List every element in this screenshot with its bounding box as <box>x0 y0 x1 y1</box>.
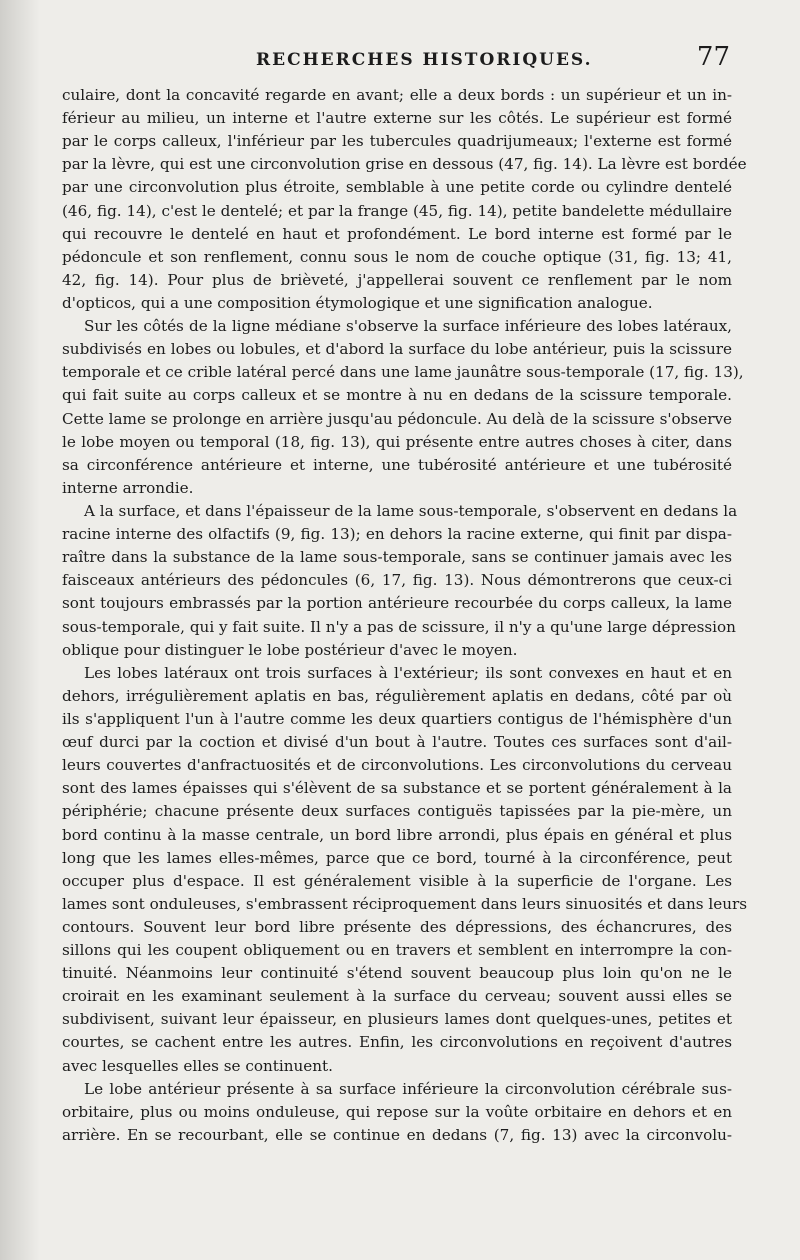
text-line: qui recouvre le dentelé en haut et profondément. Le bord interne est formé par le <box>62 224 732 243</box>
text-line: Le lobe antérieur présente à sa surface inférieure la circonvolution cérébrale sus- <box>84 1079 732 1098</box>
text-line: le lobe moyen ou temporal (18, fig. 13), qui présente entre autres choses à citer, dans <box>62 432 732 451</box>
text-line: croirait en les examinant seulement à la surface du cerveau; souvent aussi elles se <box>62 987 732 1006</box>
text-line: A la surface, et dans l'épaisseur de la lame sous-temporale, s'observent en dedans la <box>84 501 738 520</box>
text-line: avec lesquelles elles se continuent. <box>62 1056 333 1075</box>
text-line: (46, fig. 14), c'est le dentelé; et par la frange (45, fig. 14), petite bandelette médullaire <box>62 201 732 220</box>
text-line: férieur au milieu, un interne et l'autre externe sur les côtés. Le supérieur est formé <box>62 109 732 128</box>
text-line: œuf durci par la coction et divisé d'un bout à l'autre. Toutes ces surfaces sont d'ail- <box>62 733 732 752</box>
text-line: 42, fig. 14). Pour plus de brièveté, j'appellerai souvent ce renflement par le nom <box>62 270 732 289</box>
text-line: par une circonvolution plus étroite, semblable à une petite corde ou cylindre dentelé <box>62 178 732 197</box>
text-line: Cette lame se prolonge en arrière jusqu'au pédoncule. Au delà de la scissure s'observe <box>62 409 733 428</box>
text-line: temporale et ce crible latéral percé dans une lame jaunâtre sous-temporale (17, fig. 13), <box>62 363 744 382</box>
text-line: arrière. En se recourbant, elle se continue en dedans (7, fig. 13) avec la circonvolu- <box>62 1125 732 1144</box>
text-line: d'opticos, qui a une composition étymologique et une signification analogue. <box>62 293 653 312</box>
running-title: RECHERCHES HISTORIQUES. <box>256 50 593 70</box>
page-number: 77 <box>696 42 730 72</box>
text-line: faisceaux antérieurs des pédoncules (6, 17, fig. 13). Nous démontrerons que ceux-ci <box>62 571 732 590</box>
text-line: long que les lames elles-mêmes, parce que ce bord, tourné à la circonférence, peut <box>62 848 732 867</box>
page-header <box>62 44 730 78</box>
text-line: raître dans la substance de la lame sous-temporale, sans se continuer jamais avec les <box>62 548 732 567</box>
text-line: périphérie; chacune présente deux surfaces contiguës tapissées par la pie-mère, un <box>62 802 732 821</box>
text-line: sont toujours embrassés par la portion antérieure recourbée du corps calleux, la lame <box>62 594 732 613</box>
text-line: Sur les côtés de la ligne médiane s'observe la surface inférieure des lobes latéraux, <box>84 317 732 336</box>
text-line: contours. Souvent leur bord libre présente des dépressions, des échancrures, des <box>62 917 732 936</box>
text-line: ils s'appliquent l'un à l'autre comme les deux quartiers contigus de l'hémisphère d'un <box>62 709 732 728</box>
text-line: subdivisent, suivant leur épaisseur, en plusieurs lames dont quelques-unes, petites et <box>62 1010 732 1029</box>
body-text <box>62 84 748 1147</box>
text-line: orbitaire, plus ou moins onduleuse, qui repose sur la voûte orbitaire en dehors et en <box>62 1102 732 1121</box>
text-line: sillons qui les coupent obliquement ou en travers et semblent en interrompre la con- <box>62 941 732 960</box>
text-line: courtes, se cachent entre les autres. Enfin, les circonvolutions en reçoivent d'autres <box>62 1033 732 1052</box>
text-line: leurs couvertes d'anfractuosités et de circonvolutions. Les circonvolutions du cerveau <box>62 756 732 775</box>
text-line: bord continu à la masse centrale, un bord libre arrondi, plus épais en général et plus <box>62 825 732 844</box>
text-line: par la lèvre, qui est une circonvolution grise en dessous (47, fig. 14). La lèvre est bordée <box>62 155 747 174</box>
text-line: pédoncule et son renflement, connu sous le nom de couche optique (31, fig. 13; 41, <box>62 247 732 266</box>
text-line: racine interne des olfactifs (9, fig. 13); en dehors la racine externe, qui finit par dispa- <box>62 525 732 544</box>
text-line: par le corps calleux, l'inférieur par les tubercules quadrijumeaux; l'externe est formé <box>62 132 732 151</box>
text-line: subdivisés en lobes ou lobules, et d'abord la surface du lobe antérieur, puis la scissure <box>62 340 732 359</box>
text-line: sous-temporale, qui y fait suite. Il n'y a pas de scissure, il n'y a qu'une large dépression <box>62 617 736 636</box>
text-line: tinuité. Néanmoins leur continuité s'étend souvent beaucoup plus loin qu'on ne le <box>62 964 732 983</box>
text-line: sa circonférence antérieure et interne, une tubérosité antérieure et une tubérosité <box>62 455 732 474</box>
text-line: sont des lames épaisses qui s'élèvent de sa substance et se portent généralement à la <box>62 779 732 798</box>
text-line: culaire, dont la concavité regarde en avant; elle a deux bords : un supérieur et un in- <box>62 86 732 104</box>
text-line: oblique pour distinguer le lobe postérieur d'avec le moyen. <box>62 640 518 659</box>
text-line: lames sont onduleuses, s'embrassent réciproquement dans leurs sinuosités et dans leurs <box>62 894 748 913</box>
text-line: occuper plus d'espace. Il est généralement visible à la superficie de l'organe. Les <box>62 871 732 890</box>
text-line: qui fait suite au corps calleux et se montre à nu en dedans de la scissure temporale. <box>62 386 732 405</box>
text-line: Les lobes latéraux ont trois surfaces à l'extérieur; ils sont convexes en haut et en <box>84 663 732 682</box>
text-line: dehors, irrégulièrement aplatis en bas, régulièrement aplatis en dedans, côté par où <box>62 686 732 705</box>
text-line: interne arrondie. <box>62 478 194 497</box>
